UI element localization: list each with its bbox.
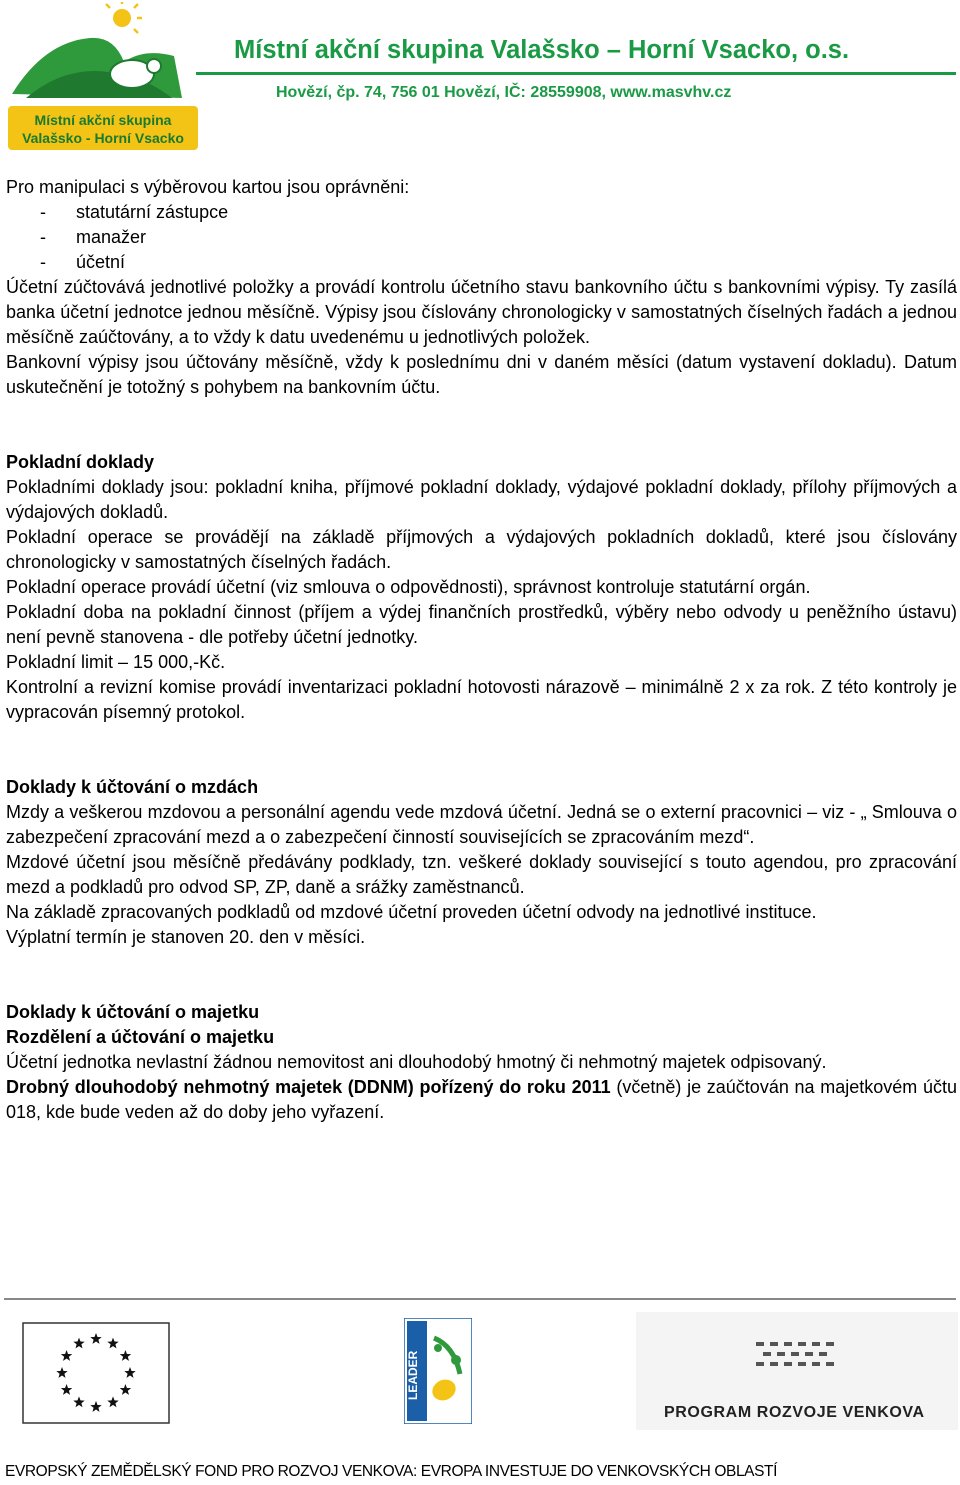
leader-text: LEADER <box>406 1350 420 1400</box>
section-subheading: Rozdělení a účtování o majetku <box>6 1027 275 1047</box>
authorized-roles-list <box>6 200 957 275</box>
list-item: - statutární zástupce <box>6 200 957 225</box>
logo-text-line2: Valašsko - Horní Vsacko <box>22 130 184 146</box>
paragraph: Kontrolní a revizní komise provádí inventarizaci pokladní hotovosti nárazově – minimálně 2 x za rok. Z této kontroly je vypracován písemný protokol. <box>6 677 957 722</box>
paragraph: Pokladní limit – 15 000,-Kč. <box>6 652 226 672</box>
paragraph: Mzdy a veškerou mzdovou a personální agendu vede mzdová účetní. Jedná se o externí pracovnici – viz - „ Smlouva o zabezpečení zpracování mezd a o zabezpečení činností souvisejících se zpracováním mezd“. <box>6 802 957 847</box>
section-mzdy <box>6 775 957 950</box>
footer-divider <box>4 1298 956 1300</box>
paragraph: Na základě zpracovaných podkladů od mzdové účetní proveden účetní odvody na jednotlivé instituce. <box>6 902 817 922</box>
intro-line: Pro manipulaci s výběrovou kartou jsou oprávněni: <box>6 177 410 197</box>
prv-text: PROGRAM ROZVOJE VENKOVA <box>664 1404 925 1421</box>
paragraph: Účetní jednotka nevlastní žádnou nemovitost ani dlouhodobý hmotný či nehmotný majetek odpisovaný. <box>6 1052 827 1072</box>
list-item: - účetní <box>6 250 957 275</box>
section-heading: Doklady k účtování o majetku <box>6 1002 260 1022</box>
paragraph <box>6 1075 957 1125</box>
logo-text-line1: Místní akční skupina <box>34 112 172 128</box>
mas-logo <box>4 2 200 152</box>
ddnm-rest-text: (včetně) je zaúčtován na majetkovém účtu 018, kde bude veden až do doby jeho vyřazení. <box>6 1077 958 1122</box>
ddnm-bold-text: Drobný dlouhodobý nehmotný majetek (DDNM) pořízený do roku 2011 <box>6 1077 611 1097</box>
section-majetek <box>6 1000 957 1125</box>
paragraph: Mzdové účetní jsou měsíčně předávány podklady, tzn. veškeré doklady související s touto agendou, pro zpracování mezd a podkladů pro odvod SP, ZP, daně a srážky zaměstnanců. <box>6 852 957 897</box>
header-divider <box>196 72 956 75</box>
eu-flag-icon <box>22 1322 170 1424</box>
section-pokladni-doklady <box>6 450 957 725</box>
organization-title: Místní akční skupina Valašsko – Horní Vsacko, o.s. <box>234 36 850 64</box>
paragraph: Pokladní doba na pokladní činnost (příjem a výdej finančních prostředků, výběry nebo odvody u peněžního ústavu) není pevně stanovena - dle potřeby účetní jednotky. <box>6 602 957 647</box>
paragraph: Pokladní operace se provádějí na základě příjmových a výdajových pokladních dokladů, které jsou číslovány chronologicky v samostatných číselných řadách. <box>6 527 957 572</box>
list-item: - manažer <box>6 225 957 250</box>
paragraph: Bankovní výpisy jsou účtovány měsíčně, vždy k poslednímu dni v daném měsíci (datum vystavení dokladu). Datum uskutečnění je totožný s pohybem na bankovním účtu. <box>6 352 957 397</box>
section-heading: Doklady k účtování o mzdách <box>6 777 259 797</box>
leader-logo <box>404 1318 472 1424</box>
fund-statement: EVROPSKÝ ZEMĚDĚLSKÝ FOND PRO ROZVOJ VENKOVA: EVROPA INVESTUJE DO VENKOVSKÝCH OBLASTÍ <box>5 1463 778 1480</box>
program-rozvoje-venkova-logo <box>636 1312 958 1430</box>
paragraph: Pokladní operace provádí účetní (viz smlouva o odpovědnosti), správnost kontroluje statutární orgán. <box>6 577 811 597</box>
organization-address: Hovězí, čp. 74, 756 01 Hovězí, IČ: 28559908, www.masvhv.cz <box>276 84 732 101</box>
paragraph: Pokladními doklady jsou: pokladní kniha, příjmové pokladní doklady, výdajové pokladní doklady, přílohy příjmových a výdajových dokladů. <box>6 477 957 522</box>
section-heading: Pokladní doklady <box>6 452 155 472</box>
paragraph: Účetní zúčtovává jednotlivé položky a provádí kontrolu účetního stavu bankovního účtu s bankovními výpisy. Ty zasílá banka účetní jednotce jednou měsíčně. Výpisy jsou číslovány chronologicky v samostatných číselných řadách a jednou měsíčně zaúčtovány, a to vždy k datu uvedenému u jednotlivých položek. <box>6 277 957 347</box>
document-body <box>6 175 957 1125</box>
paragraph: Výplatní termín je stanoven 20. den v měsíci. <box>6 927 366 947</box>
